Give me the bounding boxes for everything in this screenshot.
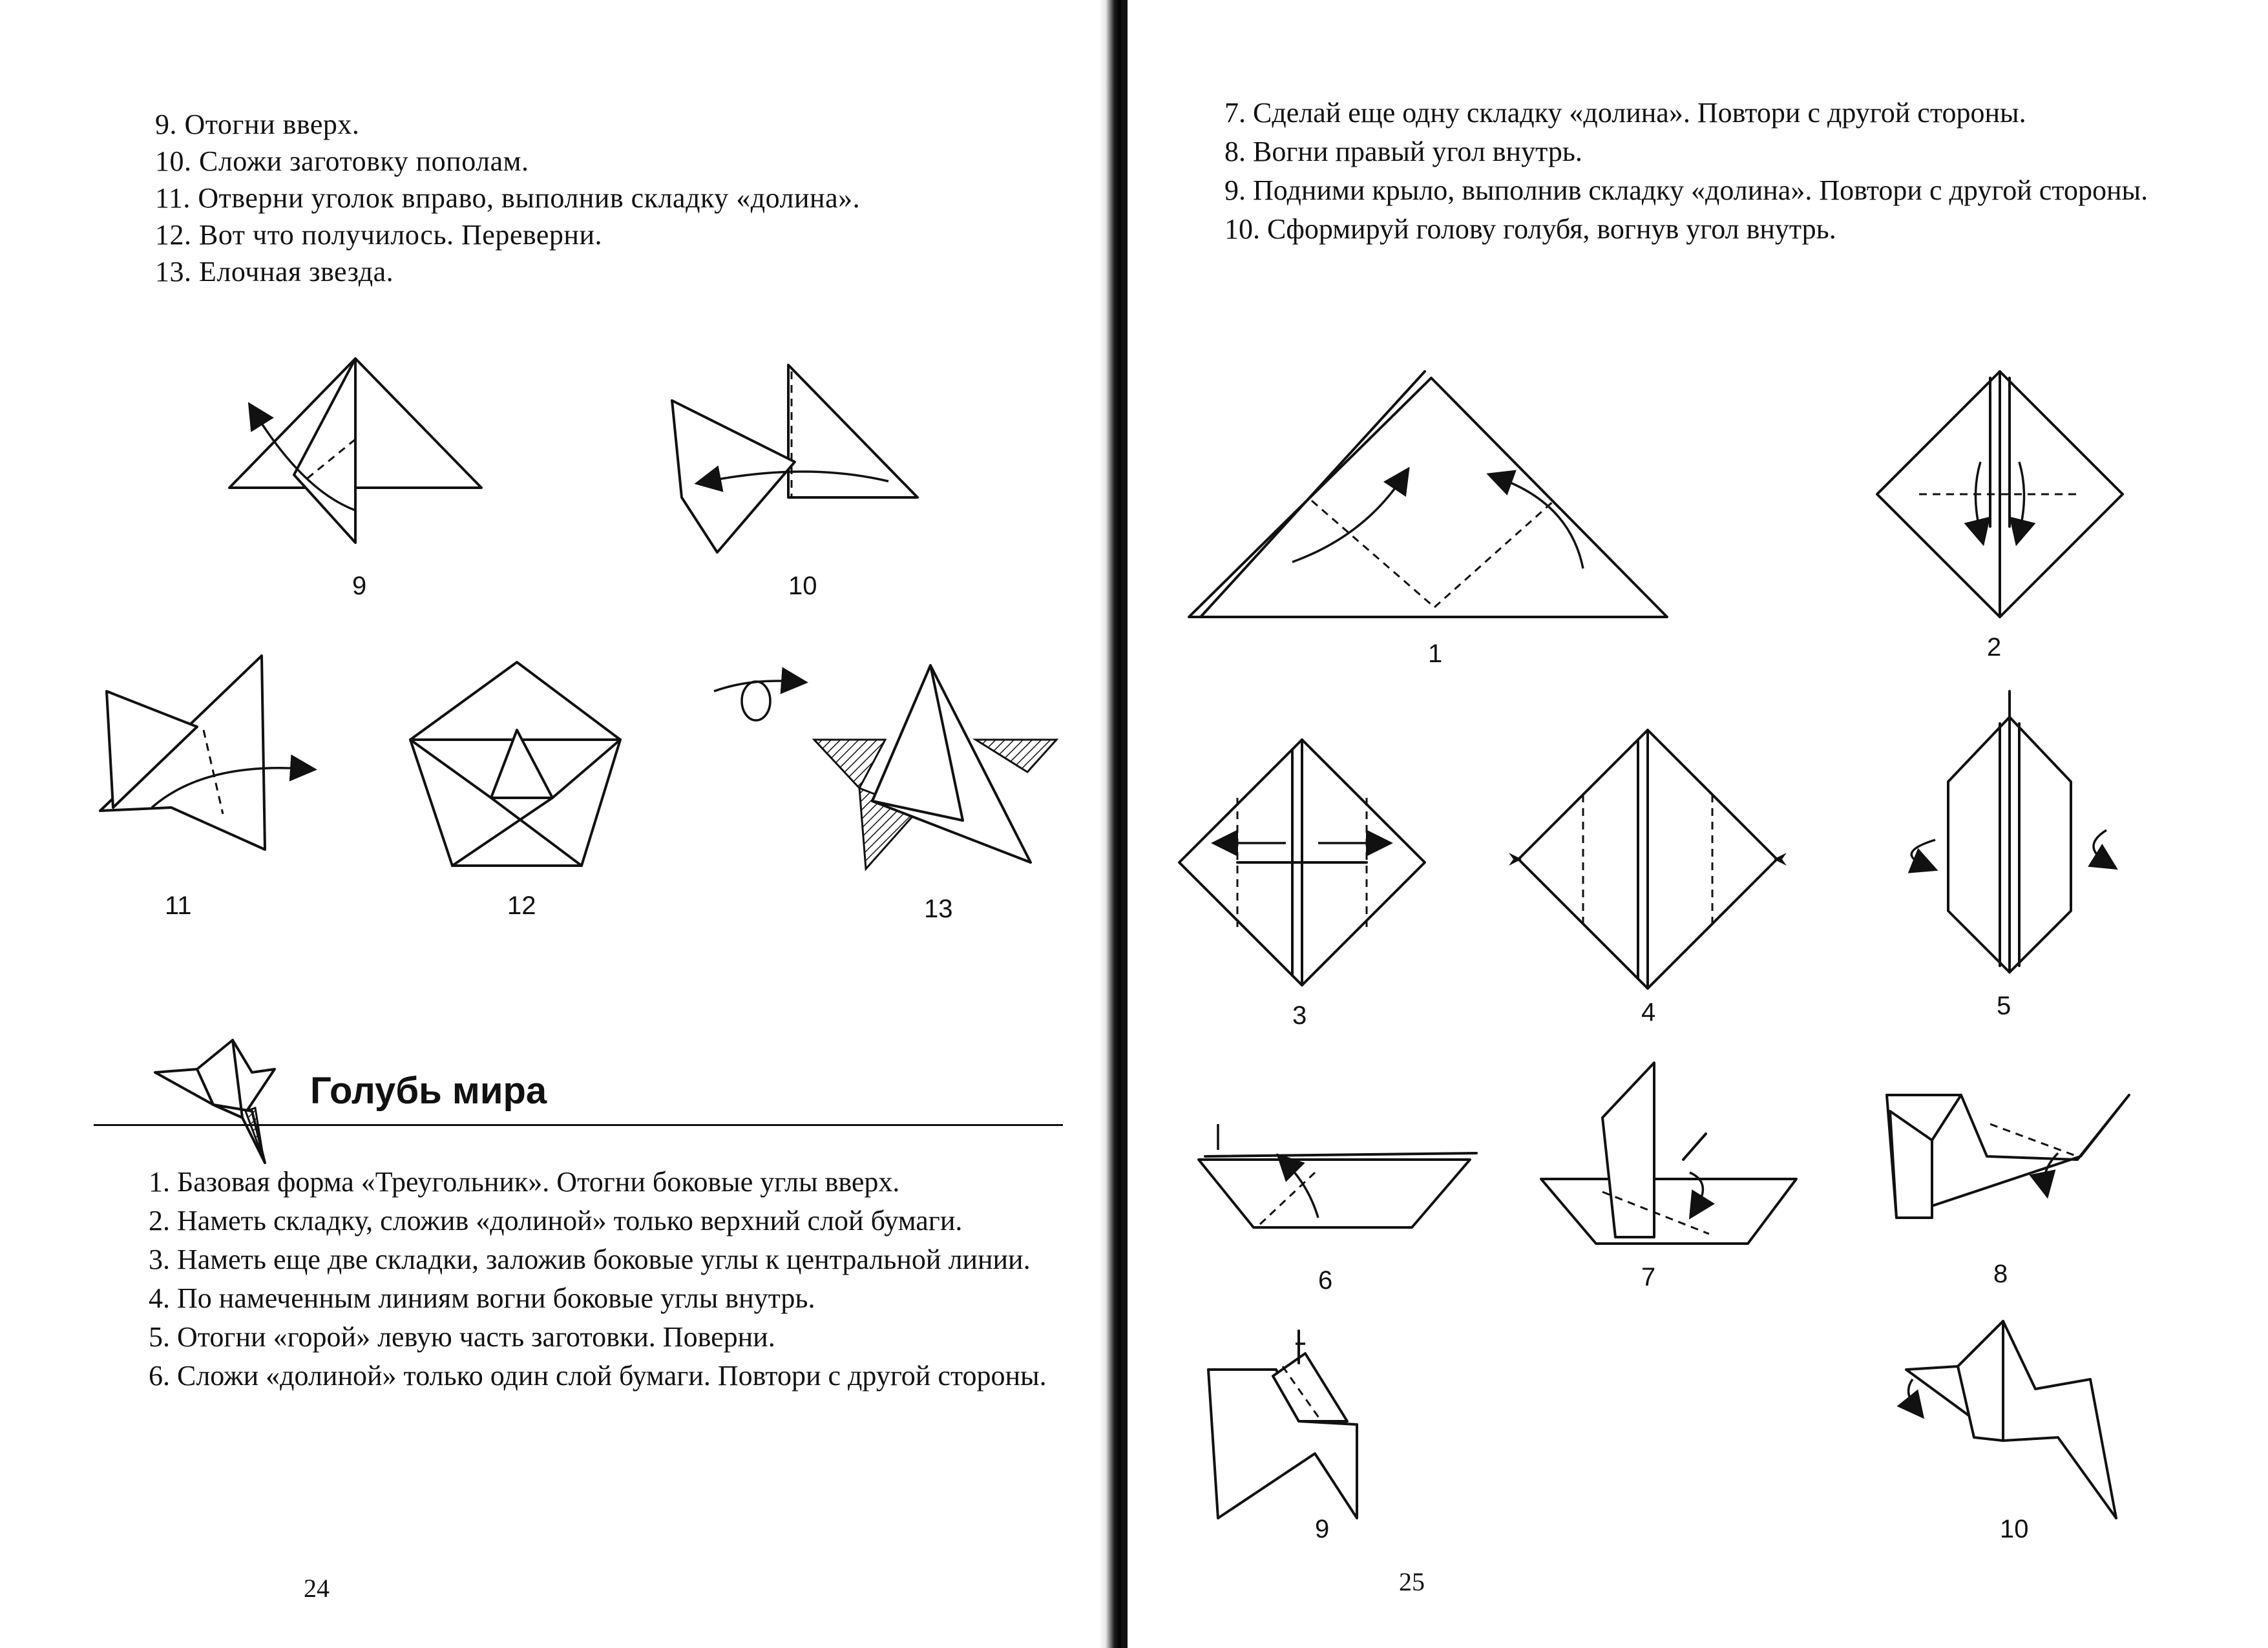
step-11: 11. Отверни уголок вправо, выполнив складку «долина».	[155, 182, 861, 214]
right-instructions	[1170, 94, 2168, 249]
dove-figure-2	[1874, 365, 2126, 623]
star-figure-12	[397, 659, 636, 879]
dove-figure-7	[1528, 1043, 1806, 1257]
instruction-10: 10. Сформируй голову голубя, вогнув угол внутрь.	[1224, 213, 1836, 245]
figure-label-11: 11	[165, 892, 192, 920]
step-10: 10. Сложи заготовку пополам.	[155, 145, 529, 177]
dove-figure-label-9: 9	[1315, 1515, 1330, 1543]
dove-figure-4	[1506, 724, 1790, 995]
instruction-9: 9. Подними крыло, выполнив складку «долина». Повтори с другой стороны.	[1224, 174, 2148, 206]
dove-figure-label-3: 3	[1292, 1001, 1307, 1030]
dove-figure-label-10: 10	[2000, 1515, 2029, 1543]
dove-figure-9	[1202, 1324, 1409, 1525]
instruction-6: 6. Сложи «долиной» только один слой бумаги. Повтори с другой стороны.	[149, 1360, 1047, 1392]
dove-figure-label-7: 7	[1641, 1263, 1656, 1291]
dove-figure-8	[1880, 1085, 2139, 1234]
instruction-4: 4. По намеченным линиям вогни боковые углы внутрь.	[149, 1282, 815, 1314]
star-figure-11	[94, 652, 313, 859]
dove-figure-label-4: 4	[1641, 998, 1656, 1027]
right-page	[1128, 0, 2268, 1648]
dove-figure-label-2: 2	[1987, 633, 2002, 662]
dove-emblem-icon	[149, 1034, 284, 1169]
dove-figure-5	[1887, 685, 2132, 982]
dove-figure-10	[1896, 1308, 2123, 1534]
figure-label-13: 13	[924, 895, 953, 923]
figure-label-10: 10	[788, 572, 817, 600]
dove-figure-label-8: 8	[1993, 1260, 2008, 1288]
step-12: 12. Вот что получилось. Переверни.	[155, 219, 602, 251]
section-divider	[94, 1124, 1063, 1126]
dove-figure-1	[1182, 368, 1674, 627]
instruction-5: 5. Отогни «горой» левую часть заготовки. Поверни.	[149, 1321, 775, 1353]
instruction-7: 7. Сделай еще одну складку «долина». Повтори с другой стороны.	[1224, 97, 2026, 129]
instruction-8: 8. Вогни правый угол внутрь.	[1224, 136, 1582, 167]
figure-label-12: 12	[507, 892, 536, 920]
left-page	[0, 0, 1098, 1648]
instruction-3: 3. Наметь еще две складки, заложив боковые углы к центральной линии.	[149, 1244, 1031, 1275]
star-figure-13	[808, 662, 1066, 882]
page-number-right: 25	[1399, 1567, 1425, 1596]
dove-figure-label-5: 5	[1997, 992, 2011, 1020]
figure-label-9: 9	[352, 572, 367, 600]
star-figure-9	[220, 349, 498, 549]
dove-figure-label-1: 1	[1428, 640, 1443, 668]
instruction-2: 2. Наметь складку, сложив «долиной» только верхний слой бумаги.	[149, 1205, 963, 1236]
star-figure-10	[659, 359, 930, 559]
dove-figure-3	[1173, 733, 1431, 992]
turn-over-icon	[711, 672, 801, 730]
page-number-left: 24	[304, 1574, 330, 1603]
instruction-1: 1. Базовая форма «Треугольник». Отогни боковые углы вверх.	[149, 1166, 900, 1198]
section-title: Голубь мира	[310, 1070, 547, 1112]
left-instructions	[94, 1163, 1060, 1395]
dove-figure-label-6: 6	[1318, 1266, 1333, 1295]
dove-figure-6	[1192, 1114, 1483, 1244]
step-13: 13. Елочная звезда.	[155, 256, 394, 287]
step-9: 9. Отогни вверх.	[155, 109, 360, 140]
